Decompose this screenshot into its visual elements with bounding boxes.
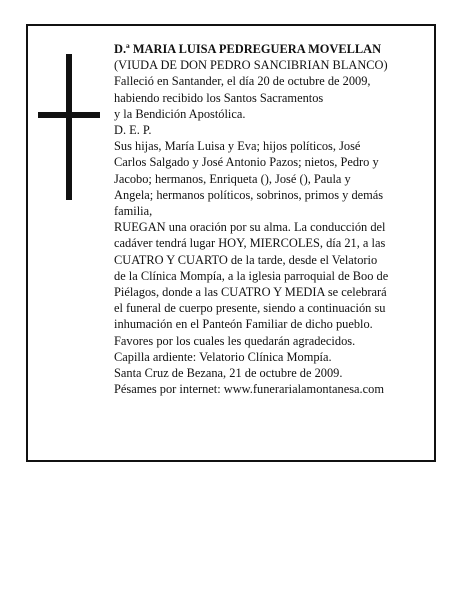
ceremony-line-3: CUATRO Y CUARTO de la tarde, desde el Velatorio (114, 252, 378, 267)
ceremony-line-7: inhumación en el Panteón Familiar de dicho pueblo. (114, 317, 373, 332)
chapel-line: Capilla ardiente: Velatorio Clínica Mompía. (114, 349, 332, 364)
family-line-1: Sus hijas, María Luisa y Eva; hijos políticos, José (114, 139, 361, 154)
death-line: Falleció en Santander, el día 20 de octubre de 2009, (114, 74, 371, 89)
family-line-2: Carlos Salgado y José Antonio Pazos; nietos, Pedro y (114, 155, 379, 170)
ceremony-line-5: Piélagos, donde a las CUATRO Y MEDIA se celebrará (114, 285, 387, 300)
ceremony-line-1: RUEGAN una oración por su alma. La conducción del (114, 220, 386, 235)
cross-horizontal-bar (38, 112, 100, 118)
family-line-4: Angela; hermanos políticos, sobrinos, primos y demás (114, 187, 384, 202)
cross-icon (38, 54, 100, 200)
notice-text (114, 41, 430, 397)
cross-vertical-bar (66, 54, 72, 200)
deceased-name: D.ª MARIA LUISA PEDREGUERA MOVELLAN (114, 42, 382, 56)
ceremony-line-2: cadáver tendrá lugar HOY, MIERCOLES, día 21, a las (114, 236, 386, 251)
obituary-notice (26, 24, 436, 462)
widow-line: (VIUDA DE DON PEDRO SANCIBRIAN BLANCO) (114, 58, 388, 73)
place-date-line: Santa Cruz de Bezana, 21 de octubre de 2009. (114, 366, 343, 381)
ceremony-line-4: de la Clínica Mompía, a la iglesia parroquial de Boo de (114, 268, 389, 283)
sacraments-line: habiendo recibido los Santos Sacramentos (114, 90, 324, 105)
dep-line: D. E. P. (114, 123, 152, 138)
ceremony-line-6: el funeral de cuerpo presente, siendo a continuación su (114, 301, 386, 316)
blessing-line: y la Bendición Apostólica. (114, 106, 246, 121)
thanks-line: Favores por los cuales les quedarán agradecidos. (114, 333, 356, 348)
family-line-3: Jacobo; hermanos, Enriqueta (), José (), Paula y (114, 171, 351, 186)
condolences-line: Pésames por internet: www.funerarialamontanesa.com (114, 382, 384, 397)
family-line-5: familia, (114, 204, 153, 219)
